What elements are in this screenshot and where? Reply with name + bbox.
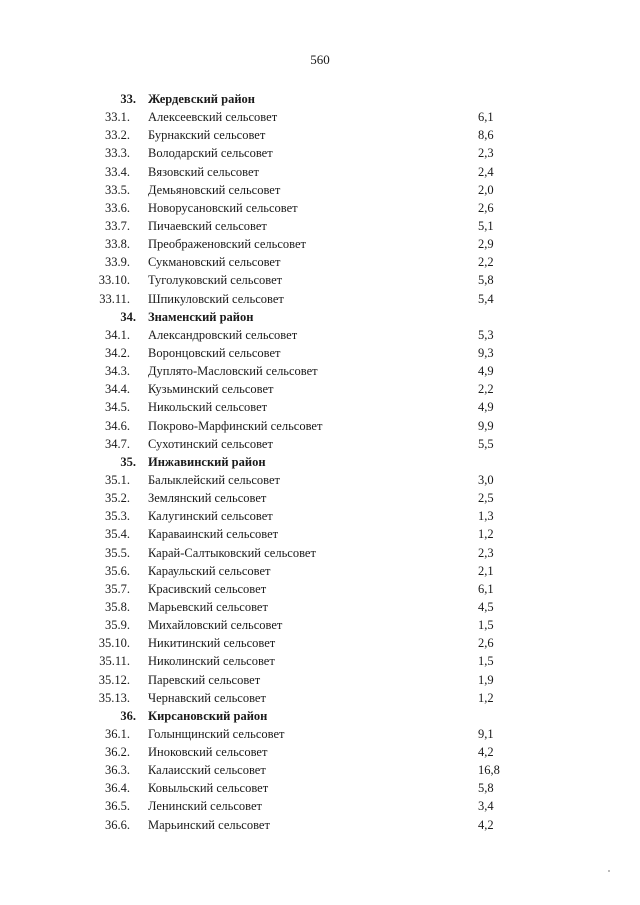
district-header (0, 707, 640, 725)
council-row (0, 743, 640, 761)
council-name: Туголуковский сельсовет (148, 273, 283, 288)
council-row (0, 489, 640, 507)
district-title: Знаменский район (148, 309, 254, 324)
council-name: Александровский сельсовет (148, 327, 298, 342)
council-value: 2,1 (478, 563, 494, 578)
council-row (0, 398, 640, 416)
council-row (0, 253, 640, 271)
council-name: Землянский сельсовет (148, 491, 267, 506)
council-value: 4,2 (478, 745, 494, 760)
council-row (0, 163, 640, 181)
council-name: Марьевский сельсовет (148, 599, 268, 614)
council-number: 35.9. (105, 618, 130, 633)
council-name: Дуплято-Масловский сельсовет (148, 364, 318, 379)
council-number: 36.5. (105, 799, 130, 814)
council-row (0, 435, 640, 453)
council-row (0, 507, 640, 525)
council-name: Покрово-Марфинский сельсовет (148, 418, 323, 433)
council-row (0, 217, 640, 235)
district-header (0, 90, 640, 108)
district-header (0, 308, 640, 326)
council-value: 1,2 (478, 690, 494, 705)
council-number: 35.4. (105, 527, 130, 542)
council-name: Михайловский сельсовет (148, 618, 283, 633)
council-number: 34.3. (105, 364, 130, 379)
council-row (0, 417, 640, 435)
council-value: 2,3 (478, 545, 494, 560)
council-number: 33.11. (99, 291, 130, 306)
district-title: Жердевский район (148, 92, 255, 106)
council-value: 2,2 (478, 382, 494, 397)
council-value: 3,0 (478, 472, 494, 487)
council-number: 36.1. (105, 726, 130, 741)
council-number: 35.12. (98, 672, 130, 687)
council-number: 35.13. (98, 690, 130, 705)
council-number: 36.4. (105, 781, 130, 796)
council-name: Красивский сельсовет (148, 581, 267, 596)
council-value: 5,4 (478, 291, 494, 306)
council-row (0, 108, 640, 126)
district-number: 33. (120, 92, 136, 106)
council-number: 35.10. (98, 636, 130, 651)
council-number: 34.6. (105, 418, 130, 433)
council-number: 33.3. (105, 146, 130, 161)
council-value: 1,9 (478, 672, 494, 687)
council-name: Демьяновский сельсовет (148, 182, 281, 197)
council-value: 5,5 (478, 436, 494, 451)
council-row (0, 271, 640, 289)
council-row (0, 126, 640, 144)
council-number: 33.8. (105, 237, 130, 252)
council-value: 2,2 (478, 255, 494, 270)
district-title: Инжавинский район (148, 454, 266, 469)
council-number: 33.6. (105, 200, 130, 215)
council-name: Воронцовский сельсовет (148, 345, 281, 360)
council-row (0, 652, 640, 670)
council-value: 4,2 (478, 817, 494, 832)
council-value: 1,5 (478, 618, 494, 633)
council-number: 33.10. (98, 273, 130, 288)
council-name: Караульский сельсовет (148, 563, 271, 578)
council-row (0, 562, 640, 580)
council-row (0, 344, 640, 362)
council-row (0, 689, 640, 707)
council-value: 2,3 (478, 146, 494, 161)
council-row (0, 362, 640, 380)
council-name: Карай-Салтыковский сельсовет (148, 545, 316, 560)
council-number: 36.6. (105, 817, 130, 832)
council-value: 1,3 (478, 509, 494, 524)
council-name: Сухотинский сельсовет (148, 436, 273, 451)
council-name: Новорусановский сельсовет (148, 200, 298, 215)
council-value: 1,2 (478, 527, 494, 542)
council-number: 35.5. (105, 545, 130, 560)
council-name: Голынщинский сельсовет (148, 726, 285, 741)
council-number: 33.5. (105, 182, 130, 197)
council-name: Сукмановский сельсовет (148, 255, 281, 270)
council-value: 4,5 (478, 599, 494, 614)
council-row (0, 634, 640, 652)
council-row (0, 725, 640, 743)
scan-speck (608, 870, 610, 872)
council-value: 4,9 (478, 400, 494, 415)
council-value: 4,9 (478, 364, 494, 379)
council-row (0, 671, 640, 689)
council-value: 5,3 (478, 327, 494, 342)
council-row (0, 816, 640, 834)
council-row (0, 797, 640, 815)
council-row (0, 235, 640, 253)
council-number: 36.3. (105, 763, 130, 778)
council-value: 2,5 (478, 491, 494, 506)
council-value: 6,1 (478, 581, 494, 596)
council-value: 5,1 (478, 218, 494, 233)
council-name: Караваинский сельсовет (148, 527, 279, 542)
council-row (0, 544, 640, 562)
council-name: Николинский сельсовет (148, 654, 275, 669)
council-number: 35.7. (105, 581, 130, 596)
council-number: 35.1. (105, 472, 130, 487)
council-value: 6,1 (478, 110, 494, 125)
council-value: 5,8 (478, 781, 494, 796)
council-name: Калугинский сельсовет (148, 509, 273, 524)
council-number: 33.7. (105, 218, 130, 233)
council-name: Вязовский сельсовет (148, 164, 259, 179)
council-number: 35.6. (105, 563, 130, 578)
council-name: Чернавский сельсовет (148, 690, 266, 705)
district-number: 36. (120, 708, 136, 723)
council-name: Ленинский сельсовет (148, 799, 262, 814)
council-row (0, 380, 640, 398)
council-value: 9,3 (478, 345, 494, 360)
council-name: Володарский сельсовет (148, 146, 273, 161)
council-value: 9,9 (478, 418, 494, 433)
council-number: 33.1. (105, 110, 130, 125)
council-value: 2,0 (478, 182, 494, 197)
council-row (0, 779, 640, 797)
council-number: 35.2. (105, 491, 130, 506)
council-name: Калаисский сельсовет (148, 763, 266, 778)
council-name: Бурнакский сельсовет (148, 128, 266, 143)
council-name: Ковыльский сельсовет (148, 781, 269, 796)
council-name: Балыклейский сельсовет (148, 472, 280, 487)
council-number: 34.7. (105, 436, 130, 451)
council-value: 8,6 (478, 128, 494, 143)
council-value: 2,6 (478, 636, 494, 651)
district-title: Кирсановский район (148, 708, 268, 723)
council-row (0, 525, 640, 543)
district-list (0, 90, 640, 834)
council-number: 34.4. (105, 382, 130, 397)
council-name: Никольский сельсовет (148, 400, 268, 415)
council-name: Паревский сельсовет (148, 672, 261, 687)
council-name: Марьинский сельсовет (148, 817, 270, 832)
council-name: Кузьминский сельсовет (148, 382, 274, 397)
council-row (0, 144, 640, 162)
district-number: 35. (120, 454, 136, 469)
district-header (0, 453, 640, 471)
council-value: 5,8 (478, 273, 494, 288)
council-value: 16,8 (478, 763, 500, 778)
council-number: 34.1. (105, 327, 130, 342)
council-row (0, 761, 640, 779)
council-number: 34.5. (105, 400, 130, 415)
council-name: Никитинский сельсовет (148, 636, 276, 651)
council-row (0, 616, 640, 634)
council-row (0, 598, 640, 616)
council-value: 9,1 (478, 726, 494, 741)
council-number: 33.9. (105, 255, 130, 270)
council-row (0, 580, 640, 598)
council-row (0, 181, 640, 199)
council-value: 2,9 (478, 237, 494, 252)
council-number: 33.2. (105, 128, 130, 143)
council-value: 1,5 (478, 654, 494, 669)
council-row (0, 199, 640, 217)
council-number: 34.2. (105, 345, 130, 360)
council-number: 33.4. (105, 164, 130, 179)
council-value: 2,6 (478, 200, 494, 215)
council-name: Шпикуловский сельсовет (148, 291, 284, 306)
council-name: Пичаевский сельсовет (148, 218, 267, 233)
page-number: 560 (310, 52, 330, 67)
council-number: 35.11. (99, 654, 130, 669)
council-name: Иноковский сельсовет (148, 745, 268, 760)
council-row (0, 290, 640, 308)
council-name: Алексеевский сельсовет (148, 110, 278, 125)
council-row (0, 326, 640, 344)
council-number: 35.8. (105, 599, 130, 614)
council-value: 3,4 (478, 799, 494, 814)
council-number: 36.2. (105, 745, 130, 760)
council-number: 35.3. (105, 509, 130, 524)
council-name: Преображеновский сельсовет (148, 237, 306, 252)
council-row (0, 471, 640, 489)
district-number: 34. (120, 309, 136, 324)
council-value: 2,4 (478, 164, 494, 179)
